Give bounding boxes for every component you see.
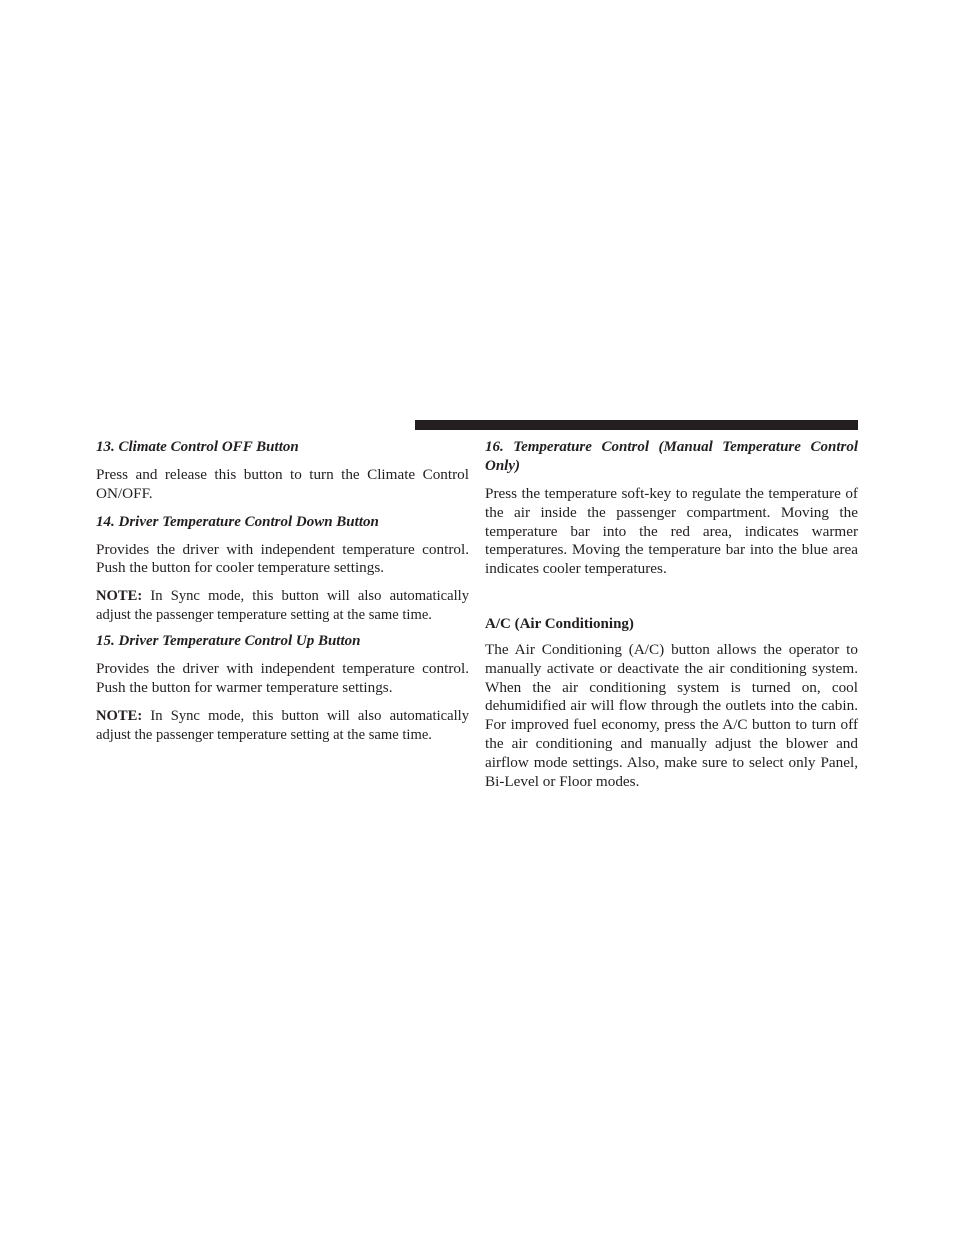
item-15-heading: 15. Driver Temperature Control Up Button xyxy=(96,633,361,650)
item-15-note-text: In Sync mode, this button will also automatically adjust the passenger temperature setting at the same time. xyxy=(96,707,469,743)
item-13-body: Press and release this button to turn the Climate Control ON/OFF. xyxy=(96,466,469,502)
item-16-heading: 16. Temperature Control (Manual Temperature Control Only) xyxy=(485,439,858,474)
left-column xyxy=(96,436,469,745)
item-14-heading: 14. Driver Temperature Control Down Button xyxy=(96,513,379,530)
item-16-body: Press the temperature soft-key to regulate the temperature of the air inside the passenger compartment. Moving the temperature bar into the red area, indicates warmer temperatures. Moving the temperature bar into the blue area indicates cooler temperatures. xyxy=(485,485,858,578)
right-column xyxy=(485,436,858,791)
item-14-body: Provides the driver with independent temperature control. Push the button for cooler temperature settings. xyxy=(96,540,469,577)
ac-section-heading: A/C (Air Conditioning) xyxy=(485,615,634,632)
item-15-note-label: NOTE: xyxy=(96,707,143,724)
item-13-heading: 13. Climate Control OFF Button xyxy=(96,439,299,455)
item-15-note xyxy=(96,707,469,745)
item-14-note-text: In Sync mode, this button will also automatically adjust the passenger temperature setting at the same time. xyxy=(96,588,469,624)
item-14-note xyxy=(96,587,469,625)
item-14-note-label: NOTE: xyxy=(96,588,143,605)
item-15-body: Provides the driver with independent temperature control. Push the button for warmer temperature settings. xyxy=(96,660,469,696)
section-top-rule xyxy=(415,420,858,430)
ac-section-body: The Air Conditioning (A/C) button allows the operator to manually activate or deactivate the air conditioning system. When the air conditioning system is turned on, cool dehumidified air will flow through the outlets into the cabin. For improved fuel economy, press the A/C button to turn off the air conditioning and manually adjust the blower and airflow mode settings. Also, make sure to select only Panel, Bi-Level or Floor modes. xyxy=(485,640,858,790)
